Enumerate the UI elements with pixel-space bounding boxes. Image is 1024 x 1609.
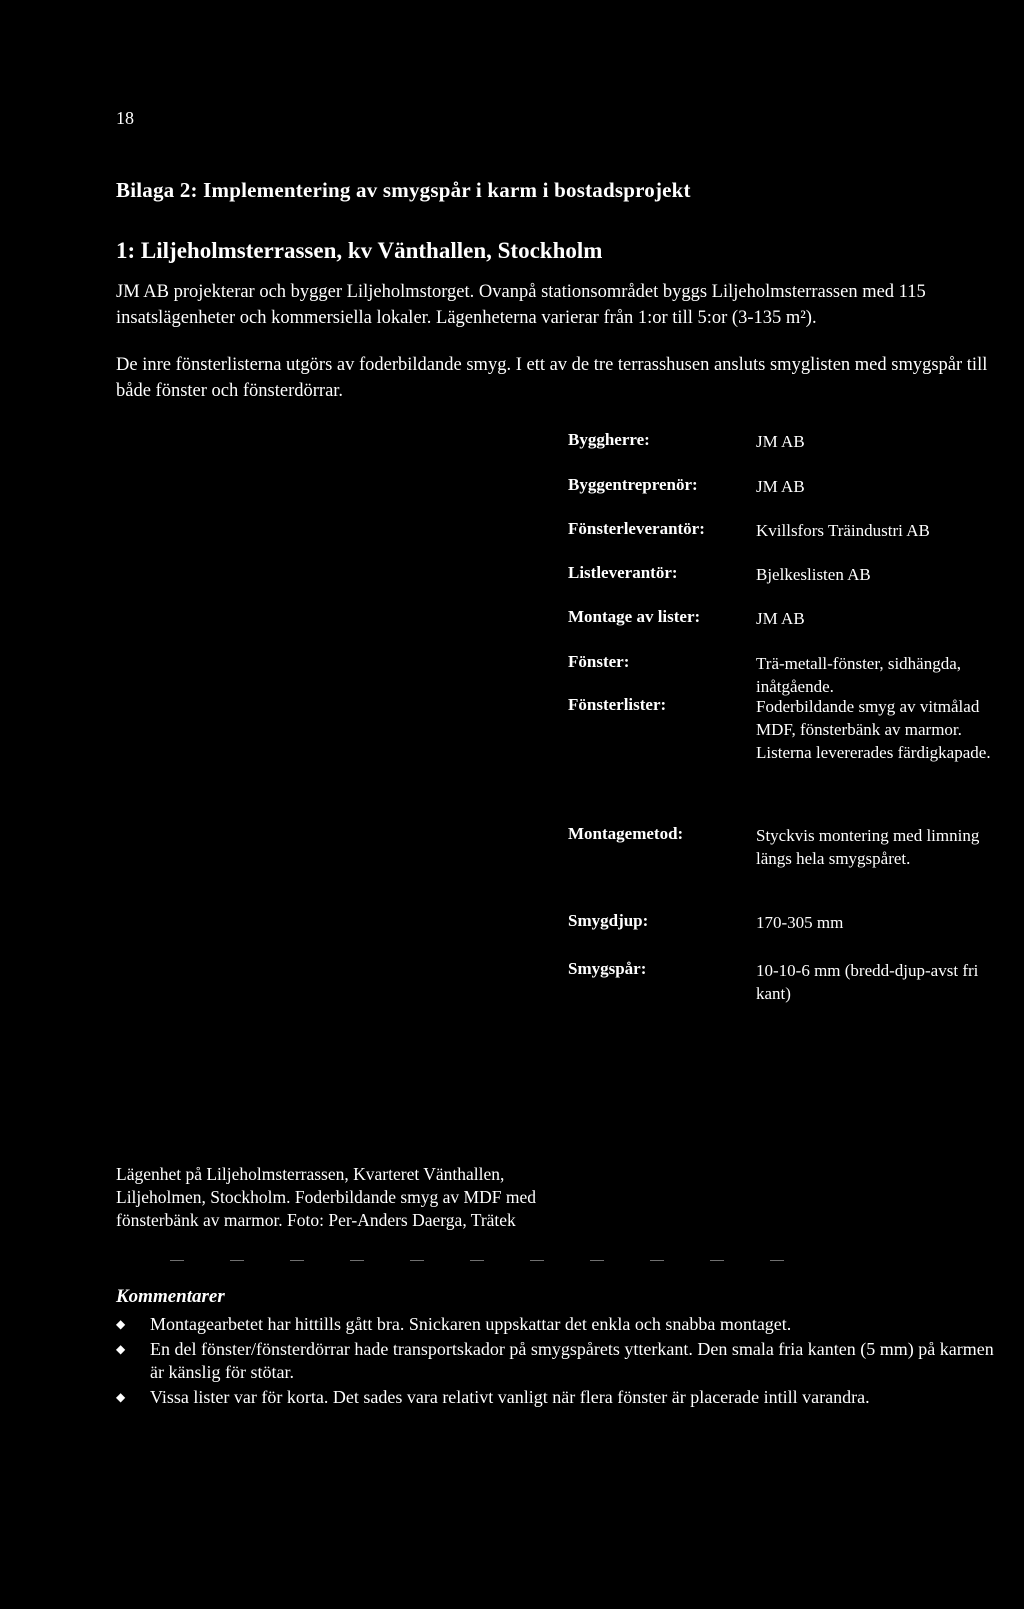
intro-paragraph: JM AB projekterar och bygger Liljeholmstorget. Ovanpå stationsområdet byggs Liljeholmsterrassen med 115 insatslägenheter och kommersiella lokaler. Lägenheterna varierar från 1:or till 5:or (3-135 m²). [116,282,926,328]
project-title: 1: Liljeholmsterrassen, kv Vänthallen, Stockholm [116,238,603,263]
spec-value: JM AB [756,432,805,451]
spec-value: JM AB [756,477,805,496]
bullet-icon: ◆ [116,1317,126,1331]
list-item [116,1386,996,1409]
bullet-icon: ◆ [116,1390,126,1404]
detail-paragraph: De inre fönsterlisterna utgörs av foderbildande smyg. I ett av de tre terrasshusen ansluts smyglisten med smygspår till både fönster och fönsterdörrar. [116,355,988,401]
comment-text: Montagearbetet har hittills gått bra. Snickaren uppskattar det enkla och snabba montaget. [150,1314,792,1334]
spec-value: Bjelkeslisten AB [756,565,871,584]
spec-value: 10-10-6 mm (bredd-djup-avst fri kant) [756,961,979,1003]
divider [170,1260,790,1261]
comments-heading: Kommentarer [116,1286,225,1307]
spec-label: Byggentreprenör: [568,475,698,494]
appendix-title: Bilaga 2: Implementering av smygspår i karm i bostadsprojekt [116,178,691,202]
spec-value: Styckvis montering med limning längs hela smygspåret. [756,826,980,868]
comments-list [116,1313,996,1411]
spec-label: Montagemetod: [568,824,684,843]
page-number: 18 [116,108,134,128]
spec-label: Fönsterlister: [568,695,667,714]
spec-label: Smygspår: [568,959,647,978]
comment-text: Vissa lister var för korta. Det sades vara relativt vanligt när flera fönster är placerade intill varandra. [150,1387,870,1407]
spec-value: Kvillsfors Träindustri AB [756,521,930,540]
bullet-icon: ◆ [116,1342,126,1356]
spec-label: Fönsterleverantör: [568,519,705,538]
photo-caption: Lägenhet på Liljeholmsterrassen, Kvarteret Vänthallen, Liljeholmen, Stockholm. Foderbildande smyg av MDF med fönsterbänk av marmor. Foto: Per-Anders Daerga, Trätek [116,1164,536,1230]
spec-label: Listleverantör: [568,563,678,582]
comment-text: En del fönster/fönsterdörrar hade transportskador på smygspårets ytterkant. Den smala fria kanten (5 mm) på karmen är känslig för stötar. [150,1339,994,1382]
spec-label: Byggherre: [568,430,650,449]
spec-label: Fönster: [568,652,630,671]
spec-value: Foderbildande smyg av vitmålad MDF, fönsterbänk av marmor. Listerna levererades färdigkapade. [756,697,991,762]
spec-value: JM AB [756,609,805,628]
list-item [116,1338,996,1384]
spec-label: Smygdjup: [568,911,649,930]
spec-value: Trä-metall-fönster, sidhängda, inåtgående. [756,654,962,696]
list-item [116,1313,996,1336]
spec-label: Montage av lister: [568,607,701,626]
spec-value: 170-305 mm [756,913,844,932]
